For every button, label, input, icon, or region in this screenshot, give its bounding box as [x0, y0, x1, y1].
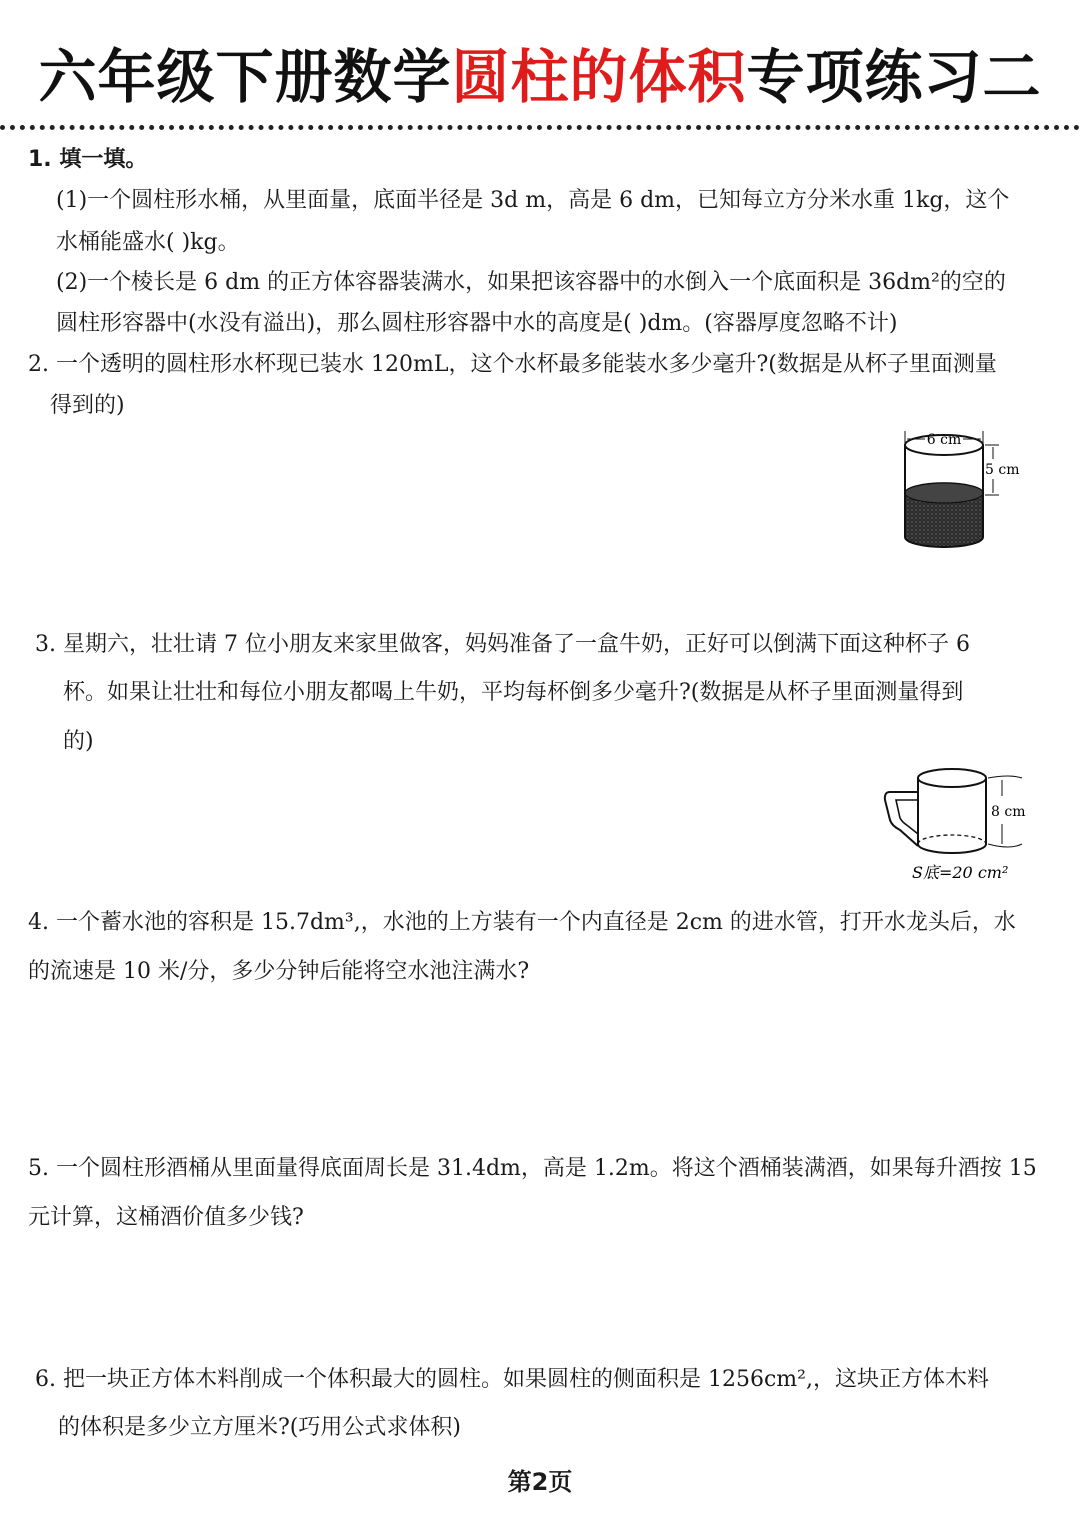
- q6-line2: 的体积是多少立方厘米?(巧用公式求体积): [58, 1415, 461, 1440]
- q1-sub2-line1: (2)一个棱长是 6 dm 的正方体容器装满水，如果把该容器中的水倒入一个底面积是 36dm²的空的: [56, 270, 1006, 295]
- q3-area-label: S底=20 cm²: [912, 863, 1009, 882]
- q3-height-label: 8 cm: [991, 804, 1026, 820]
- q2-line2: 得到的): [50, 393, 125, 418]
- page-number: 第2页: [507, 1468, 573, 1496]
- cylinder-cup-figure: [895, 425, 1030, 555]
- q1-heading: 1. 填一填。: [28, 147, 148, 172]
- q5-line2: 元计算，这桶酒价值多少钱?: [28, 1205, 304, 1230]
- mug-figure: [880, 760, 1030, 890]
- q4-line1: 4. 一个蓄水池的容积是 15.7dm³,，水池的上方装有一个内直径是 2cm 的进水管，打开水龙头后，水: [28, 910, 1016, 935]
- q1-sub1-line1: (1)一个圆柱形水桶，从里面量，底面半径是 3d m，高是 6 dm，已知每立方分米水重 1kg，这个: [56, 188, 1010, 213]
- title-part2: 专项练习二: [746, 43, 1042, 111]
- q3-line2: 杯。如果让壮壮和每位小朋友都喝上牛奶，平均每杯倒多少毫升?(数据是从杯子里面测量得到: [63, 680, 964, 705]
- q1-sub1-line2: 水桶能盛水( )kg。: [56, 230, 240, 255]
- q6-line1: 6. 把一块正方体木料削成一个体积最大的圆柱。如果圆柱的侧面积是 1256cm²,，这块正方体木料: [35, 1367, 989, 1392]
- q2-height-label: 5 cm: [985, 462, 1020, 478]
- dotted-divider: [0, 125, 1080, 130]
- q1-sub2-line2: 圆柱形容器中(水没有溢出)，那么圆柱形容器中水的高度是( )dm。(容器厚度忽略不计): [56, 311, 898, 336]
- q2-width-label: 6 cm: [926, 432, 962, 448]
- q3-line1: 3. 星期六，壮壮请 7 位小朋友来家里做客，妈妈准备了一盒牛奶，正好可以倒满下面这种杯子 6: [35, 632, 970, 657]
- q2-line1: 2. 一个透明的圆柱形水杯现已装水 120mL，这个水杯最多能装水多少毫升?(数据是从杯子里面测量: [28, 352, 997, 377]
- q4-line2: 的流速是 10 米/分，多少分钟后能将空水池注满水?: [28, 959, 530, 984]
- title-highlight: 圆柱的体积: [451, 43, 747, 111]
- q3-line3: 的): [63, 729, 94, 754]
- title-part1: 六年级下册数学: [38, 43, 452, 111]
- q5-line1: 5. 一个圆柱形酒桶从里面量得底面周长是 31.4dm，高是 1.2m。将这个酒桶装满酒，如果每升酒按 15: [28, 1156, 1037, 1181]
- page-title: [0, 30, 1080, 114]
